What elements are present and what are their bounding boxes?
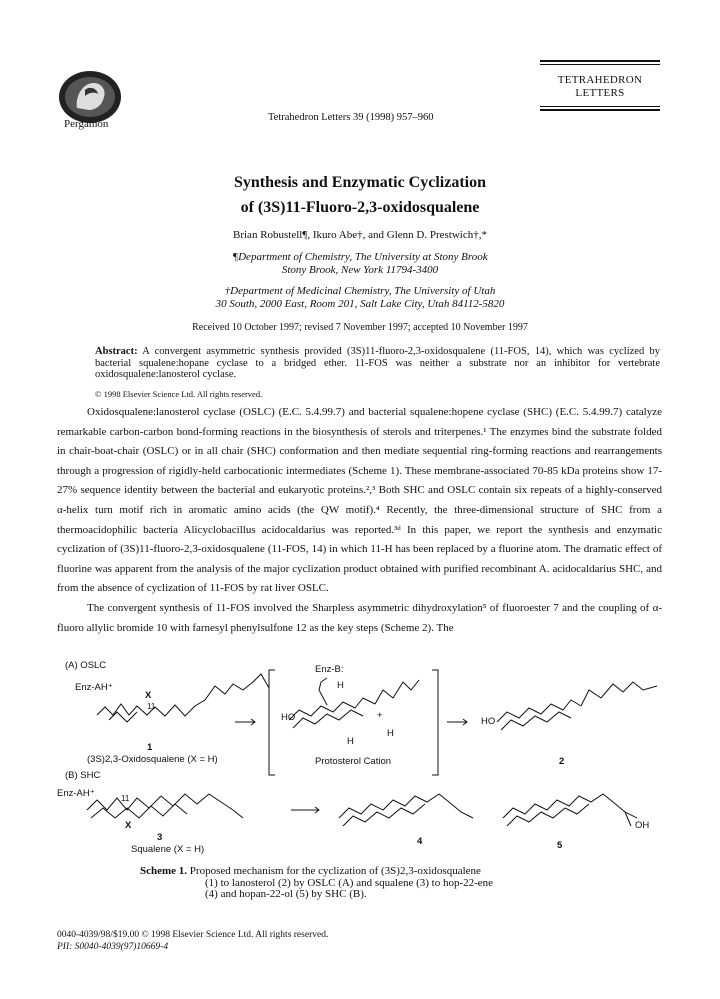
bracket-left (269, 670, 275, 775)
compound-2-number: 2 (559, 756, 565, 767)
c11-label-b: 11 (121, 794, 130, 803)
affiliation-1-line-1: ¶Department of Chemistry, The University at Stony Brook (232, 251, 488, 263)
article-title-line-2: of (3S)11-Fluoro-2,3-oxidosqualene (240, 199, 480, 216)
brand-name (540, 67, 660, 106)
compound-3-name: Squalene (X = H) (131, 844, 205, 855)
compound-3-number: 3 (157, 832, 163, 843)
affiliation-2 (60, 285, 660, 311)
h-label-3: H (347, 736, 354, 747)
scheme-1 (57, 660, 662, 860)
abstract (95, 346, 660, 381)
affiliation-1-line-2: Stony Brook, New York 11794-3400 (281, 264, 439, 276)
body-paragraph-1: Oxidosqualene:lanosterol cyclase (OSLC) (E.C. 5.4.99.7) and bacterial squalene:hopene cyclase (SHC) (E.C. 5.4.99.7) catalyze remarkable carbon-carbon bond-forming reactions in the biosynthesis of sterols and triterpenes.¹ The enzymes bind the substrate folded in chair-boat-chair (OSLC) or in all chair (SHC) conformation and then mediate sequential ring-forming reactions and rearrangements through a progression of rigidly-held carbocationic intermediates (Scheme 1). These membrane-associated 70-85 kDa proteins show 17-27% sequence identity between the bacterial and eukaryotic proteins.²,³ Both SHC and OSLC contain six repeats of a highly-conserved α-helix turn motif rich in aromatic amino acids (the QW motif).⁴ Recently, the three-dimensional structure of SHC from a thermoacidophilic bacteria Alicyclobacillus acidocaldarius was reported.³ᵈ In this paper, we report the synthesis and enzymatic cyclization of (3S)11-fluoro-2,3-oxidosqualene (11-FOS, 14) in which 11-H has been replaced by a fluorine atom. The dramatic effect of fluorine was apparent from the analysis of the major cyclization product obtained with purified recombinant A. acidocaldarius SHC, and from the absence of cyclization of 11-FOS by rat liver OSLC. (57, 406, 662, 595)
compound-4-number: 4 (417, 836, 423, 847)
caption-line-3: (4) and hopan-22-ol (5) by SHC (B). (205, 888, 367, 900)
ho-label-cation: HO (281, 712, 296, 723)
compound-1-name: (3S)2,3-Oxidosqualene (X = H) (87, 754, 218, 765)
oh-label: OH (635, 820, 650, 831)
affiliation-1 (60, 251, 660, 277)
x-label-a: X (145, 690, 152, 701)
article-body (57, 403, 662, 638)
abstract-label: Abstract: (95, 346, 138, 357)
affiliation-2-line-2: 30 South, 2000 East, Room 201, Salt Lake City, Utah 84112-5820 (215, 298, 505, 310)
c11-label-a: 11 (147, 702, 156, 711)
squalene-structure (87, 794, 233, 810)
caption-line-2: (1) to lanosterol (2) by OSLC (A) and squalene (3) to hop-22-ene (205, 876, 494, 889)
article-title-line-1: Synthesis and Enzymatic Cyclization (233, 174, 486, 191)
brand-line-1: TETRAHEDRON (557, 74, 643, 86)
scheme-label-b: (B) SHC (65, 770, 101, 781)
abstract-text: A convergent asymmetric synthesis provided (3S)11-fluoro-2,3-oxidosqualene (11-FOS, 14), which was cyclized by bacterial squalene:hopane cyclase to a bridged ether. 11-FOS was neither a substrate nor an inhibitor for vertebrate oxidosqualene:lanosterol cyclase. (95, 346, 660, 380)
protosterol-cation-name: Protosterol Cation (315, 756, 392, 767)
enz-b-label: Enz-B: (315, 664, 344, 675)
brand-rule-top (540, 60, 660, 62)
journal-reference: Tetrahedron Letters 39 (1998) 957–960 (268, 112, 434, 123)
brand-rule-bottom-thin (540, 106, 660, 107)
brand-rule-top-thin (540, 64, 660, 65)
lanosterol-structure (497, 700, 581, 722)
journal-brand (540, 60, 660, 113)
footer-pii: PII: S0040-4039(97)10669-4 (57, 942, 169, 952)
compound-5-number: 5 (557, 840, 563, 851)
abstract-copyright: © 1998 Elsevier Science Ltd. All rights reserved. (95, 389, 263, 399)
caption-line-1: Proposed mechanism for the cyclization of (3S)2,3-oxidosqualene (187, 865, 481, 877)
brand-line-2: LETTERS (575, 87, 625, 99)
enz-ah-label-a: Enz-AH⁺ (75, 682, 113, 693)
publisher-name: Pergamon (64, 118, 109, 130)
brand-rule-bottom (540, 109, 660, 111)
page-footer (57, 929, 328, 953)
affiliation-2-line-1: †Department of Medicinal Chemistry, The University of Utah (224, 285, 496, 297)
bracket-right (432, 670, 438, 775)
ho-label-2: HO (481, 716, 496, 727)
enz-ah-label-b: Enz-AH⁺ (57, 788, 95, 799)
pergamon-logo (57, 70, 123, 124)
h-label-2: H (387, 728, 394, 739)
hopanol-structure (503, 794, 637, 818)
scheme-label-a: (A) OSLC (65, 660, 107, 671)
oxidosqualene-structure (97, 682, 253, 716)
body-paragraph-2: The convergent synthesis of 11-FOS involved the Sharpless asymmetric dihydroxylation⁵ of fluoroester 7 and the coupling of α-fluoro allylic bromide 10 with farnesyl phenylsulfone 12 as the key steps (Scheme 2). The (57, 601, 662, 634)
footer-copyright: 0040-4039/98/$19.00 © 1998 Elsevier Science Ltd. All rights reserved. (57, 930, 329, 940)
received-dates: Received 10 October 1997; revised 7 November 1997; accepted 10 November 1997 (192, 322, 528, 333)
author-list: Brian Robustell¶, Ikuro Abe†, and Glenn D. Prestwich†,* (233, 229, 487, 241)
scheme-caption (140, 866, 600, 901)
compound-1-number: 1 (147, 742, 153, 753)
x-label-b: X (125, 820, 132, 831)
caption-label: Scheme 1. (140, 865, 188, 877)
cation-plus: + (377, 710, 383, 721)
hopene-structure (339, 794, 473, 818)
h-label-1: H (337, 680, 344, 691)
